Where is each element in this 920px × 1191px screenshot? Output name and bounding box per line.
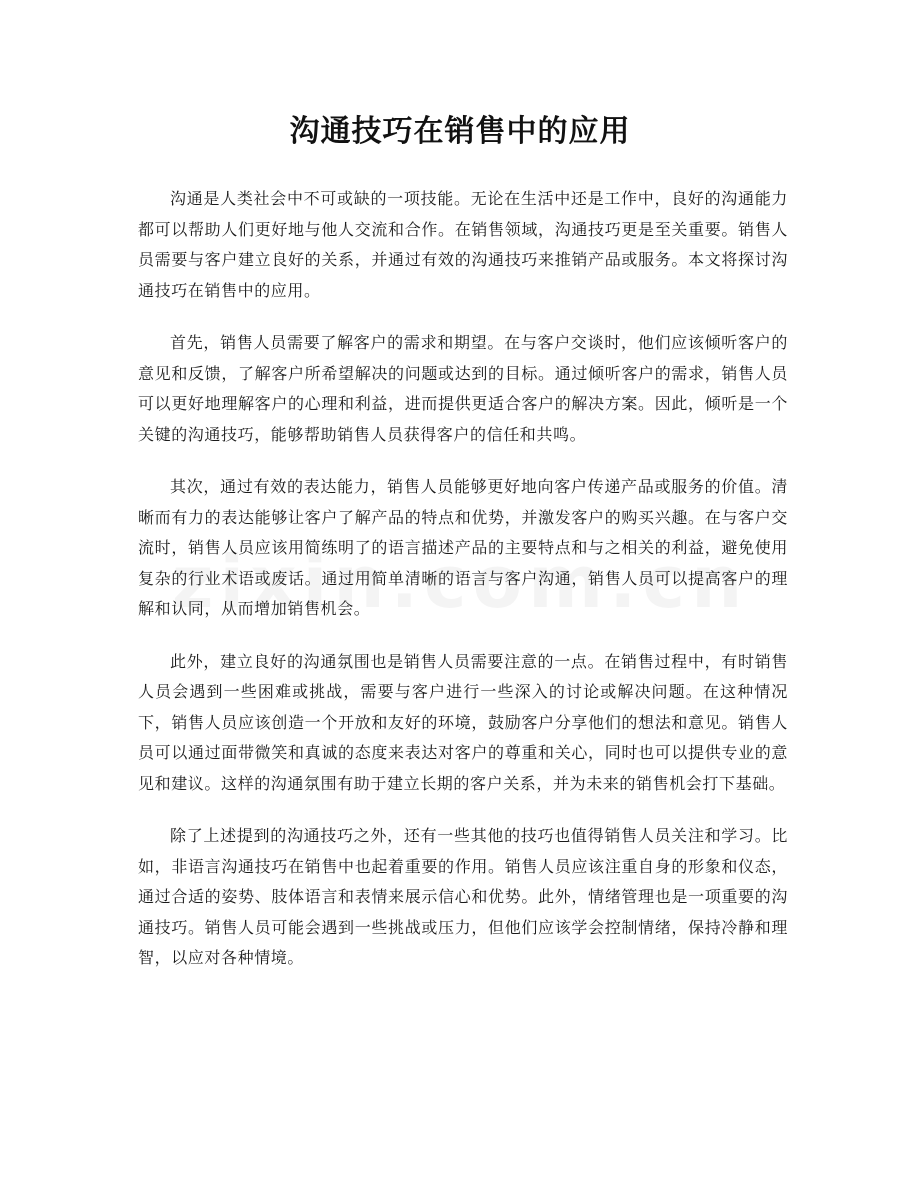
paragraph-3: 其次，通过有效的表达能力，销售人员能够更好地向客户传递产品或服务的价值。清晰而有力的表达能够让客户了解产品的特点和优势，并激发客户的购买兴趣。在与客户交流时，销售人员应该用简练明了的语言描述产品的主要特点和与之相关的利益，避免使用复杂的行业术语或废话。通过用简单清晰的语言与客户沟通，销售人员可以提高客户的理解和认同，从而增加销售机会。: [138, 477, 788, 618]
paragraph-4: 此外，建立良好的沟通氛围也是销售人员需要注意的一点。在销售过程中，有时销售人员会遇到一些困难或挑战，需要与客户进行一些深入的讨论或解决问题。在这种情况下，销售人员应该创造一个开放和友好的环境，鼓励客户分享他们的想法和意见。销售人员可以通过面带微笑和真诚的态度来表达对客户的尊重和关心，同时也可以提供专业的意见和建议。这样的沟通氛围有助于建立长期的客户关系，并为未来的销售机会打下基础。: [138, 651, 788, 793]
document-title: 沟通技巧在销售中的应用: [289, 114, 631, 149]
document-body: [138, 184, 788, 996]
paragraph-1: 沟通是人类社会中不可或缺的一项技能。无论在生活中还是工作中，良好的沟通能力都可以帮助人们更好地与他人交流和合作。在销售领域，沟通技巧更是至关重要。销售人员需要与客户建立良好的关系，并通过有效的沟通技巧来推销产品或服务。本文将探讨沟通技巧在销售中的应用。: [138, 189, 788, 300]
paragraph-2: 首先，销售人员需要了解客户的需求和期望。在与客户交谈时，他们应该倾听客户的意见和反馈，了解客户所希望解决的问题或达到的目标。通过倾听客户的需求，销售人员可以更好地理解客户的心理和利益，进而提供更适合客户的解决方案。因此，倾听是一个关键的沟通技巧，能够帮助销售人员获得客户的信任和共鸣。: [138, 333, 788, 444]
paragraph-5: 除了上述提到的沟通技巧之外，还有一些其他的技巧也值得销售人员关注和学习。比如，非语言沟通技巧在销售中也起着重要的作用。销售人员应该注重自身的形象和仪态，通过合适的姿势、肢体语言和表情来展示信心和优势。此外，情绪管理也是一项重要的沟通技巧。销售人员可能会遇到一些挑战或压力，但他们应该学会控制情绪，保持冷静和理智，以应对各种情境。: [138, 826, 788, 967]
